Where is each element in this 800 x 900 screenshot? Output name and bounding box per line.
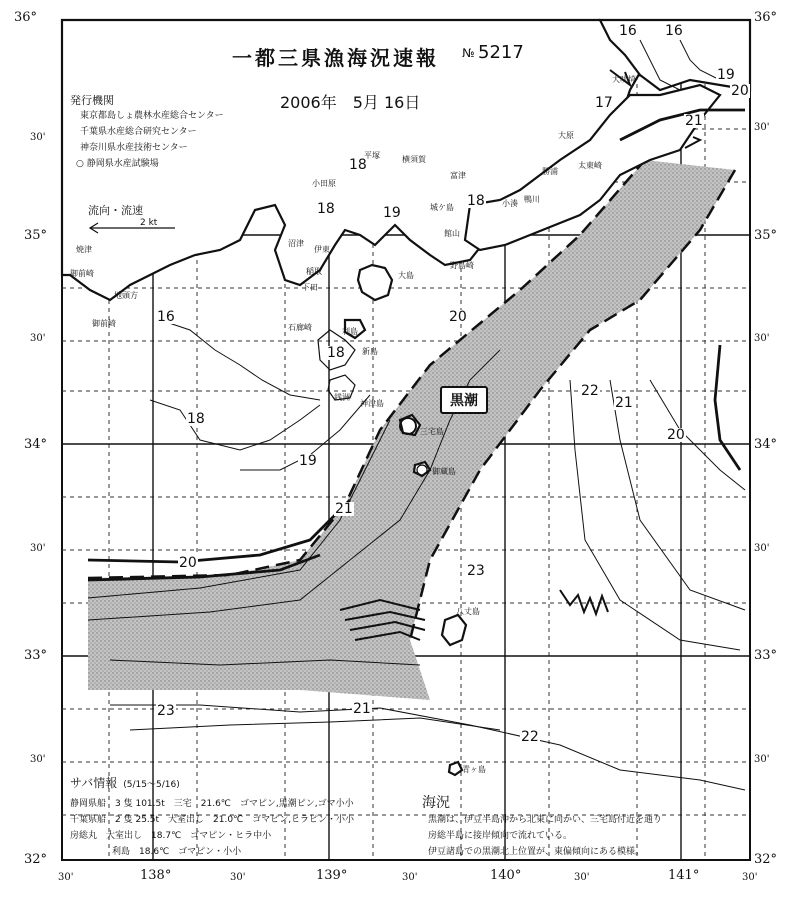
place-label: 勝浦 [542, 167, 558, 176]
isotherm-label: 21 [353, 701, 371, 717]
place-label: 焼津 [76, 245, 92, 254]
issuer-item: 東京都島しょ農林水産総合センター [80, 111, 224, 121]
place-label: 利島 [342, 327, 358, 336]
lat-label: 30' [754, 543, 770, 554]
lon-label: 30' [402, 872, 418, 883]
fishing-report-row: 千葉県船 2 隻 25.5t 大室出し 21.0℃ ゴマピン,ヒラピン・小小 [70, 815, 355, 825]
kuroshio-label: 黒潮 [440, 386, 488, 414]
lat-label: 34° [754, 437, 778, 452]
place-label: 三宅島 [420, 427, 444, 436]
place-label: 小湊 [502, 199, 518, 208]
place-label: 大原 [558, 131, 574, 140]
circle-marker-icon: ○ [76, 159, 87, 169]
lat-label: 35° [24, 228, 48, 243]
lon-label: 30' [58, 872, 74, 883]
place-label: 平塚 [364, 151, 380, 160]
issuer-item: 神奈川県水産技術センター [80, 143, 188, 153]
lon-label: 140° [490, 868, 522, 883]
place-label: 御前崎 [92, 319, 116, 328]
isotherm-label: 18 [349, 157, 367, 173]
report-date: 2006年 5月 16日 [280, 93, 421, 112]
isotherm-label: 18 [327, 345, 345, 361]
isotherm-label: 21 [335, 501, 353, 517]
place-label: 富津 [450, 171, 466, 180]
fishing-report-row: 静岡県船 3 隻 101.5t 三宅 21.6℃ ゴマピン,黒潮ピン,ゴマ小小 [70, 799, 354, 809]
isotherm-label: 22 [521, 729, 539, 745]
issuer-item: 千葉県水産総合研究センター [80, 127, 197, 137]
lon-label: 139° [316, 868, 348, 883]
isotherm-label: 22 [581, 383, 599, 399]
lon-label: 30' [574, 872, 590, 883]
place-label: 御前崎 [70, 269, 94, 278]
place-label: 八丈島 [456, 607, 480, 616]
lon-label: 30' [742, 872, 758, 883]
place-label: 伊東 [314, 245, 330, 254]
isotherm-label: 20 [179, 555, 197, 571]
isotherm-label: 23 [467, 563, 485, 579]
sea-condition-heading: 海況 [422, 795, 450, 811]
place-label: 城ケ島 [430, 203, 454, 212]
lat-label: 30' [30, 543, 46, 554]
isotherm-label: 18 [187, 411, 205, 427]
isotherm-label: 16 [619, 23, 637, 39]
isotherm-label: 20 [449, 309, 467, 325]
lat-label: 33° [754, 648, 778, 663]
place-label: 地頭方 [114, 291, 138, 300]
place-label: 下田 [302, 283, 318, 292]
lat-label: 33° [24, 648, 48, 663]
place-label: 館山 [444, 229, 460, 238]
lat-label: 35° [754, 228, 778, 243]
isotherm-label: 21 [685, 113, 703, 129]
isotherm-label: 16 [665, 23, 683, 39]
place-label: 御蔵島 [432, 467, 456, 476]
lat-label: 30' [30, 132, 46, 143]
place-label: 神津島 [360, 399, 384, 408]
isotherm-label: 21 [615, 395, 633, 411]
lat-label: 36° [754, 10, 778, 25]
current-legend-scale: 2 kt [140, 218, 158, 228]
issue-number: 5217 [478, 42, 524, 63]
report-title: 一都三県漁海況速報 [232, 46, 439, 70]
lon-label: 138° [140, 868, 172, 883]
lat-label: 30' [754, 754, 770, 765]
place-label: 小田原 [312, 179, 336, 188]
lat-label: 30' [30, 333, 46, 344]
lat-label: 30' [754, 333, 770, 344]
issuer-item-shizuoka: ○ 静岡県水産試験場 [76, 159, 159, 169]
fishing-report-row: 利島 18.6℃ ゴマピン・小小 [112, 847, 242, 857]
issue-prefix: № [462, 46, 475, 60]
isotherm-label: 18 [467, 193, 485, 209]
place-label: 青ヶ島 [462, 765, 486, 774]
place-label: 野島崎 [450, 261, 474, 270]
place-label: 大島 [398, 271, 414, 280]
lat-label: 30' [754, 122, 770, 133]
place-label: 稲取 [306, 267, 322, 276]
place-label: 新島 [362, 347, 378, 356]
place-label: 太東崎 [578, 161, 602, 170]
current-legend-label: 流向・流速 [88, 204, 143, 217]
fishing-report-row: 房総丸 大室出し 18.7℃ ゴマピン・ヒラ中小 [70, 831, 272, 841]
isotherm-label: 20 [731, 83, 749, 99]
lat-label: 32° [24, 852, 48, 867]
lat-label: 30' [30, 754, 46, 765]
sea-condition-line: 伊豆諸島での黒潮北上位置が、東偏傾向にある模様。 [428, 847, 645, 857]
lat-label: 34° [24, 437, 48, 452]
place-label: 沼津 [288, 239, 304, 248]
lat-label: 32° [754, 852, 778, 867]
place-label: 犬吠埼 [612, 75, 636, 84]
sea-condition-line: 房総半島に接岸傾向で流れている。 [428, 831, 573, 841]
place-label: 銭洲 [334, 393, 350, 402]
fishing-report-heading: サバ情報 (5/15～5/16) [70, 776, 180, 790]
isotherm-label: 16 [157, 309, 175, 325]
lon-label: 30' [230, 872, 246, 883]
isotherm-label: 19 [717, 67, 735, 83]
isotherm-label: 20 [667, 427, 685, 443]
place-label: 横須賀 [402, 155, 426, 164]
isotherm-label: 17 [595, 95, 613, 111]
place-label: 石廊崎 [288, 323, 312, 332]
isotherm-label: 18 [317, 201, 335, 217]
place-label: 鴨川 [524, 195, 540, 204]
isotherm-label: 19 [383, 205, 401, 221]
isotherm-label: 23 [157, 703, 175, 719]
isotherm-label: 19 [299, 453, 317, 469]
issuers-heading: 発行機関 [70, 94, 114, 107]
lon-label: 141° [668, 868, 700, 883]
sea-condition-line: 黒潮は、伊豆半島沖から北東に向かい、三宅島付近を通り [428, 815, 663, 825]
lat-label: 36° [14, 10, 38, 25]
